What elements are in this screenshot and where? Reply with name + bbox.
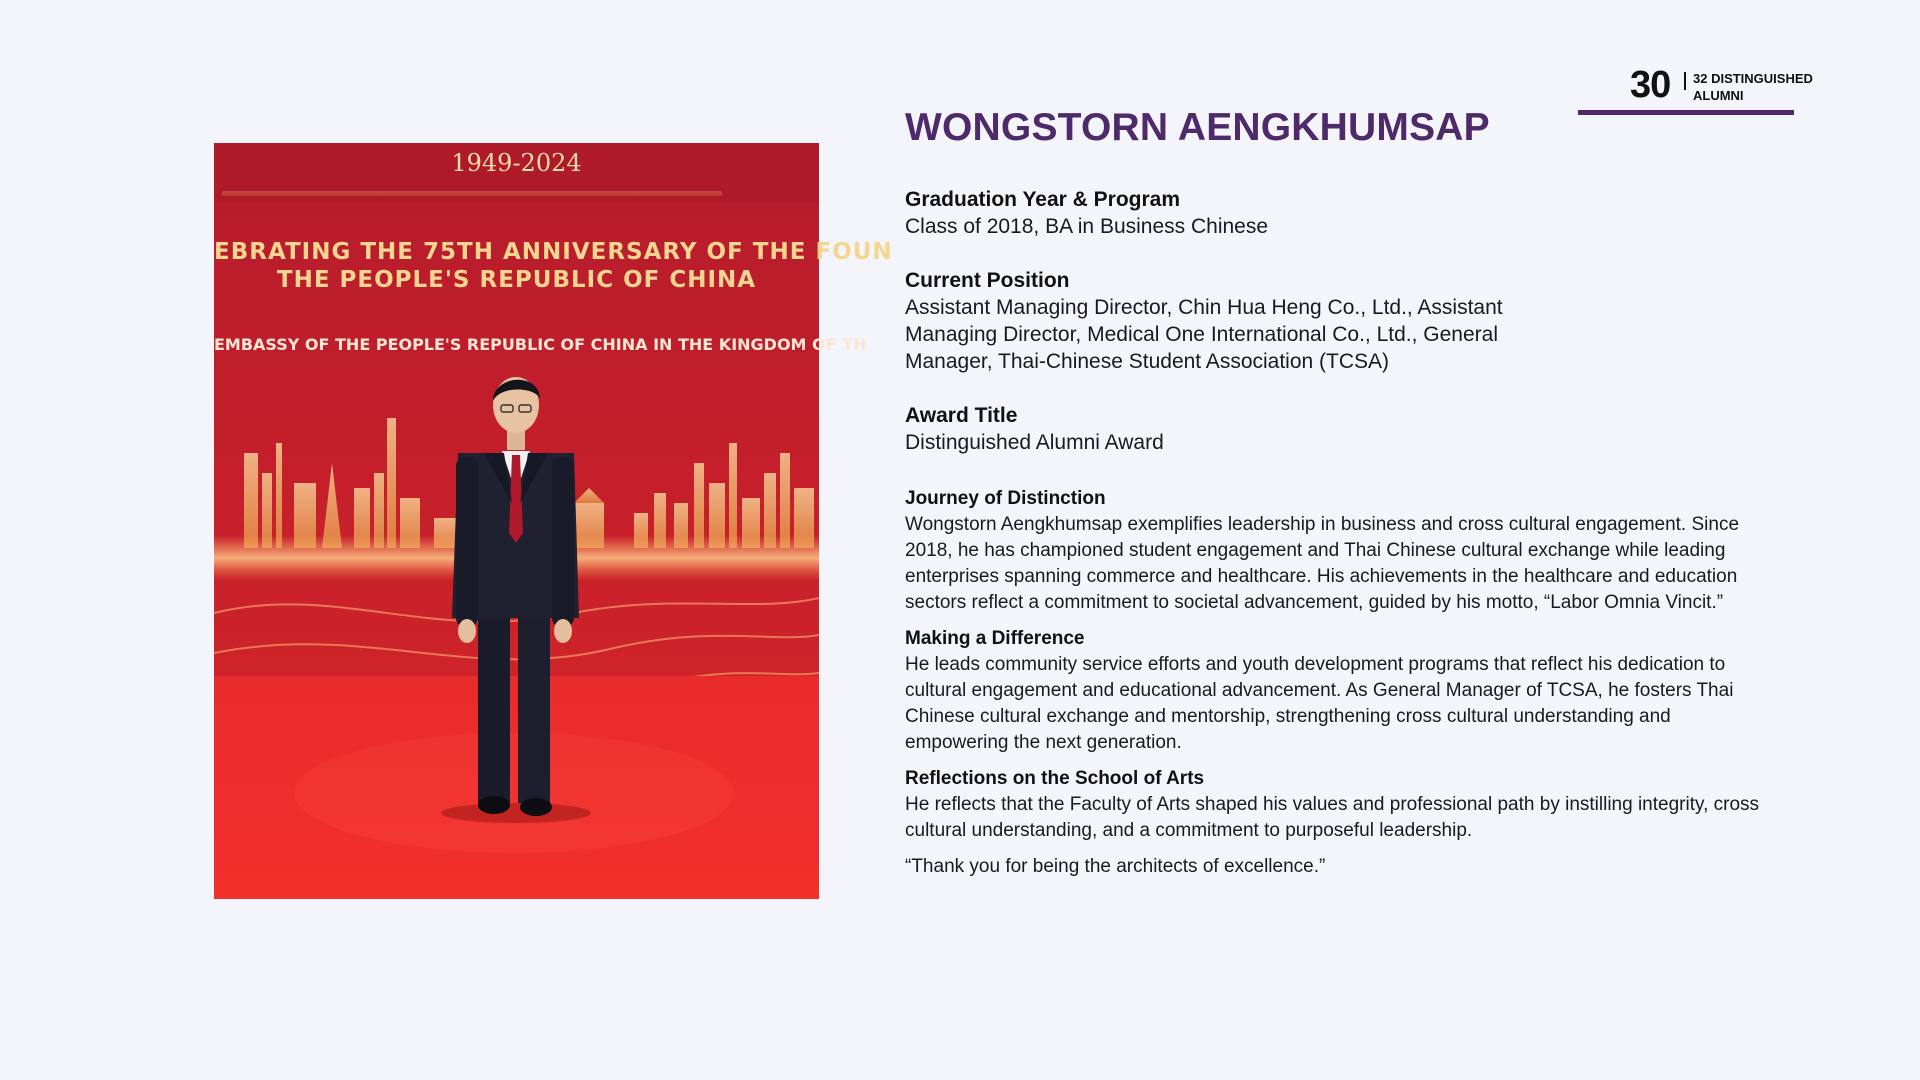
journey-body: Wongstorn Aengkhumsap exemplifies leadership in business and cross cultural engagement. Since 2018, he has championed student engagement and Thai Chinese cultural exchange while leading enterprises spanning commerce and healthcare. His achievements in the healthcare and education sectors reflect a commitment to societal advancement, guided by his motto, “Labor Omnia Vincit.”	[905, 514, 1740, 613]
alumni-quote: “Thank you for being the architects of excellence.”	[905, 856, 1326, 877]
graduation-section	[905, 186, 1585, 240]
award-label: Award Title	[905, 404, 1018, 427]
difference-section	[905, 626, 1775, 756]
graduation-label: Graduation Year & Program	[905, 188, 1181, 211]
reflections-section	[905, 766, 1775, 844]
difference-label: Making a Difference	[905, 628, 1085, 649]
badge-number: 30	[1630, 64, 1671, 106]
position-section	[905, 267, 1585, 375]
alumni-photo	[214, 143, 893, 899]
graduation-value: Class of 2018, BA in Business Chinese	[905, 215, 1269, 238]
backdrop-years: 1949-2024	[451, 149, 582, 177]
backdrop-title-line-2: THE PEOPLE'S REPUBLIC OF CHINA	[276, 267, 757, 293]
award-section	[905, 402, 1585, 456]
alumni-profile	[905, 100, 1805, 880]
award-value: Distinguished Alumni Award	[905, 431, 1164, 454]
journey-section	[905, 486, 1775, 616]
reflections-label: Reflections on the School of Arts	[905, 768, 1205, 789]
position-value: Assistant Managing Director, Chin Hua Heng Co., Ltd., Assistant Managing Director, Medical One International Co., Ltd., General Manager, Thai-Chinese Student Association (TCSA)	[905, 296, 1503, 373]
alumni-name: WONGSTORN AENGKHUMSAP	[905, 106, 1490, 149]
reflections-body: He reflects that the Faculty of Arts shaped his values and professional path by instilling integrity, cross cultural understanding, and a commitment to purposeful leadership.	[905, 794, 1760, 841]
journey-label: Journey of Distinction	[905, 488, 1106, 509]
badge-caption: 32 DISTINGUISHED ALUMNI	[1693, 71, 1813, 103]
position-label: Current Position	[905, 269, 1070, 292]
backdrop-embassy-line: EMBASSY OF THE PEOPLE'S REPUBLIC OF CHINA IN THE KINGDOM OF TH	[214, 335, 867, 354]
badge-divider	[1684, 72, 1686, 90]
backdrop-title-line-1: EBRATING THE 75TH ANNIVERSARY OF THE FOUN	[214, 239, 893, 265]
difference-body: He leads community service efforts and youth development programs that reflect his dedication to cultural engagement and educational advancement. As General Manager of TCSA, he fosters Thai Chinese cultural exchange and mentorship, strengthening cross cultural understanding and empowering the next generation.	[905, 654, 1734, 753]
